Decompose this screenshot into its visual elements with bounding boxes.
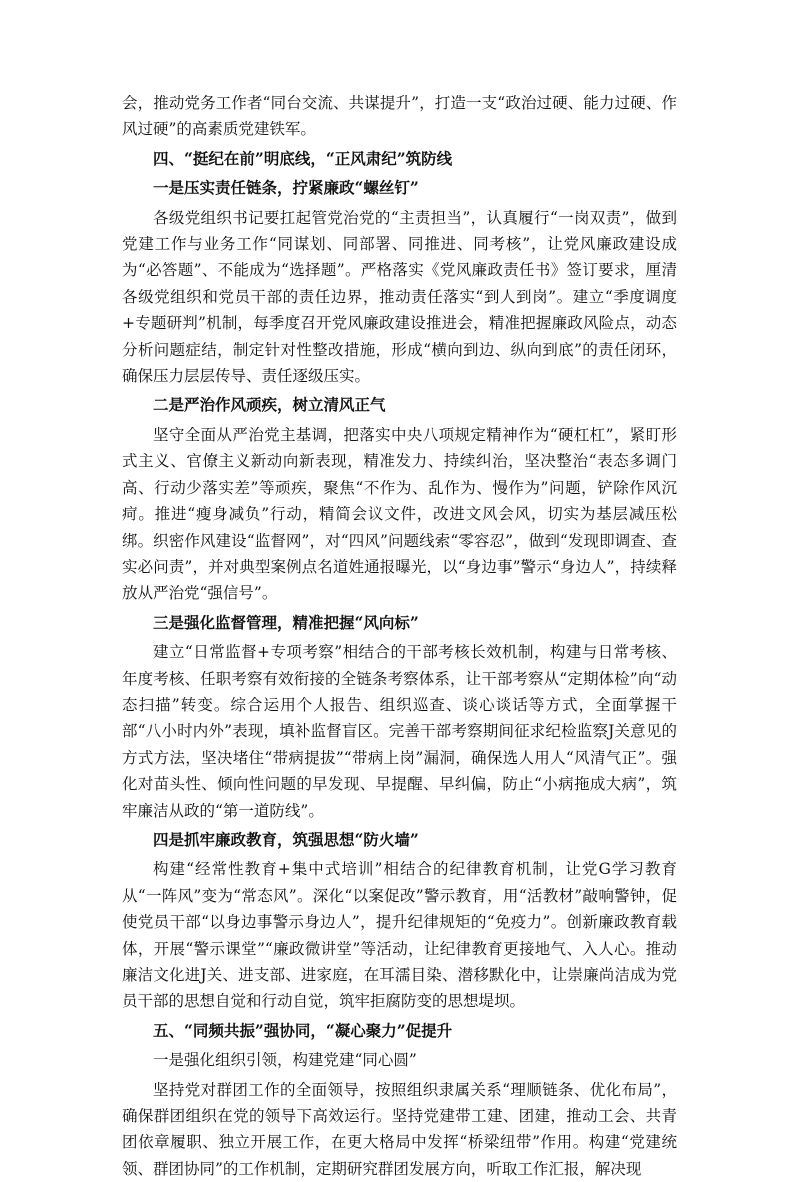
section-heading-4: 四、“挺纪在前”明底线，“正风肃纪”筑防线 [153, 148, 453, 168]
document-body [122, 90, 677, 1182]
subheading-5-1: 一是强化组织引领，构建党建“同心圆” [153, 1051, 417, 1070]
subheading-4-2: 二是严治作风顽疾，树立清风正气 [153, 395, 386, 415]
paragraph-4-2: 坚守全面从严治党主基调，把落实中央八项规定精神作为“硬杠杠”，紧盯形式主义、官僚主义新动向新表现，精准发力、持续纠治，坚决整治“表态多调门高、行动少落实差”等顽疾，聚焦“不作为、乱作为、慢作为”问题，铲除作风沉疴。推进“瘦身减负”行动，精简会议文件，改进文风会风，切实为基层减压松绑。织密作风建设“监督网”，对“四风”问题线索“零容忍”，做到“发现即调查、查实必问责”，并对典型案例点名道姓通报曝光，以“身边事”警示“身边人”，持续释放从严治党“强信号”。 [122, 425, 677, 603]
paragraph-4-4: 构建“经常性教育+集中式培训”相结合的纪律教育机制，让党G学习教育从“一阵风”变为“常态风”。深化“以案促改”警示教育，用“活教材”敲响警钟，促使党员干部“以身边事警示身边人”，提升纪律规矩的“免疫力”。创新廉政教育载体，开展“警示课堂”“廉政微讲堂”等活动，让纪律教育更接地气、入人心。推动廉洁文化进J关、进支部、进家庭，在耳濡目染、潜移默化中，让崇廉尚洁成为党员干部的思想自觉和行动自觉，筑牢拒腐防变的思想堤坝。 [122, 860, 677, 1011]
paragraph-continued: 会，推动党务工作者“同台交流、共谋提升”，打造一支“政治过硬、能力过硬、作风过硬”的高素质党建铁军。 [122, 94, 677, 139]
subheading-4-4: 四是抓牢廉政教育，筑强思想“防火墙” [153, 829, 419, 849]
paragraph-4-3: 建立“日常监督+专项考察”相结合的干部考核长效机制，构建与日常考核、年度考核、任职考察有效衔接的全链条考察体系，让干部考察从“定期体检”向“动态扫描”转变。综合运用个人报告、组织巡查、谈心谈话等方式，全面掌握干部“八小时内外”表现，填补监督盲区。完善干部考察期间征求纪检监察J关意见的方式方法，坚决堵住“带病提拔”“带病上岗”漏洞，确保选人用人“风清气正”。强化对苗头性、倾向性问题的早发现、早提醒、早纠偏，防止“小病拖成大病”，筑牢廉洁从政的“第一道防线”。 [122, 643, 677, 820]
paragraph-5-1: 坚持党对群团工作的全面领导，按照组织隶属关系“理顺链条、优化布局”，确保群团组织在党的领导下高效运行。坚持党建带工建、团建，推动工会、共青团依章履职、独立开展工作，在更大格局中发挥“桥梁纽带”作用。构建“党建统领、群团协同”的工作机制，定期研究群团发展方向，听取工作汇报，解决现 [122, 1080, 677, 1178]
subheading-4-3: 三是强化监督管理，精准把握“风向标” [153, 612, 419, 632]
section-heading-5: 五、“同频共振”强协同，“凝心聚力”促提升 [153, 1020, 453, 1040]
subheading-4-1: 一是压实责任链条，拧紧廉政“螺丝钉” [153, 178, 419, 198]
paragraph-4-1: 各级党组织书记要扛起管党治党的“主责担当”，认真履行“一岗双责”，做到党建工作与业务工作“同谋划、同部署、同推进、同考核”，让党风廉政建设成为“必答题”、不能成为“选择题”。严格落实《党风廉政责任书》签订要求，厘清各级党组织和党员干部的责任边界，推动责任落实“到人到岗”。建立“季度调度+专题研判”机制，每季度召开党风廉政建设推进会，精准把握廉政风险点，动态分析问题症结，制定针对性整改措施，形成“横向到边、纵向到底”的责任闭环，确保压力层层传导、责任逐级压实。 [122, 208, 677, 386]
